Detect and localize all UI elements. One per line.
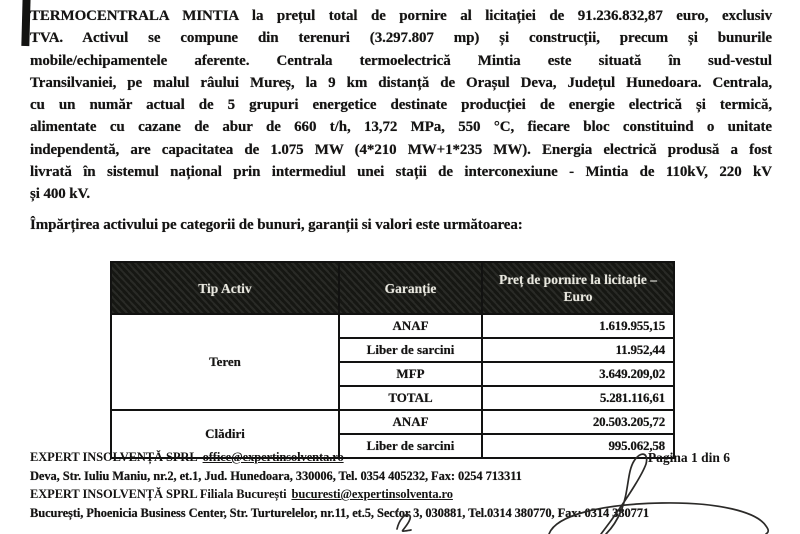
company-name: EXPERT INSOLVENȚĂ SPRL [30, 450, 198, 464]
category-cell-teren: Teren [111, 314, 339, 410]
email-link-bucuresti[interactable]: bucuresti@expertinsolventa.ro [291, 487, 453, 501]
paragraph-line: TERMOCENTRALA MINTIA la prețul total de pornire al licitației de 91.236.832,87 euro, exclusiv [30, 8, 772, 24]
page-indicator: Pagina 1 din 6 [647, 450, 730, 465]
paragraph-line: și 400 kV. [30, 186, 90, 203]
email-link-office[interactable]: office@expertinsolventa.ro [202, 450, 344, 464]
footer-line-company-bucuresti [30, 485, 772, 504]
paragraph-line: alimentate cu cazane de abur de 660 t/h, 13,72 MPa, 550 °C, fiecare bloc constituind o unitate [30, 119, 772, 136]
paragraph-line: Transilvaniei, pe malul râului Mureș, la 9 km distanță de Orașul Deva, Județul Hunedoara. Centrala, [30, 74, 772, 91]
company-name-filiala: EXPERT INSOLVENȚĂ SPRL Filiala București [30, 487, 287, 501]
table-header-row [111, 262, 674, 314]
column-header-tip-activ: Tip Activ [111, 262, 339, 314]
value-cell: 11.952,44 [482, 338, 674, 362]
paragraph-line: mobile/echipamentele aferente. Centrala termoelectrică Mintia este situată în sud-vestul [30, 52, 772, 69]
guarantee-cell: MFP [339, 362, 482, 386]
paragraph-line: livrată în sistemul național prin intermediul unei stații de interconexiune - Mintia de 110kV, 220 kV [30, 164, 772, 181]
footer-line-address-bucuresti: București, Phoenicia Business Center, Str. Turturelelor, nr.11, et.5, Sector 3, 030881, Tel.0314 380770, Fax: 0314 380771 [30, 505, 650, 520]
paragraph-line: TVA. Activul se compune din terenuri (3.297.807 mp) și construcții, precum și bunurile [30, 30, 772, 47]
column-header-garantie: Garanție [339, 262, 482, 314]
table-row [111, 410, 674, 434]
guarantee-cell: Liber de sarcini [339, 338, 482, 362]
paragraph-line: independentă, are capacitatea de 1.075 MW (4*210 MW+1*235 MW). Energia electrică produsă a fost [30, 141, 772, 158]
value-cell: 3.649.209,02 [482, 362, 674, 386]
value-cell: 20.503.205,72 [482, 410, 674, 434]
paragraph-line: cu un număr actual de 5 grupuri energetice destinate producției de energie electrică și termică, [30, 97, 772, 114]
guarantee-cell-total: TOTAL [339, 386, 482, 410]
footer-line-address-deva: Deva, Str. Iuliu Maniu, nr.2, et.1, Jud. Hunedoara, 330006, Tel. 0354 405232, Fax: 0254 713311 [30, 468, 522, 483]
asset-breakdown-table [110, 261, 675, 459]
section-heading: Împărțirea activului pe categorii de bunuri, garanții si valori este următoarea: [30, 217, 523, 233]
column-header-pret-pornire: Preț de pornire la licitație – Euro [482, 262, 674, 314]
guarantee-cell: ANAF [339, 314, 482, 338]
value-cell: 995.062,58 [482, 434, 674, 458]
guarantee-cell: Liber de sarcini [339, 434, 482, 458]
table-row [111, 314, 674, 338]
value-cell-total: 5.281.116,61 [482, 386, 674, 410]
value-cell: 1.619.955,15 [482, 314, 674, 338]
category-cell-cladiri: Clădiri [111, 410, 339, 458]
guarantee-cell: ANAF [339, 410, 482, 434]
main-paragraph [30, 5, 772, 206]
